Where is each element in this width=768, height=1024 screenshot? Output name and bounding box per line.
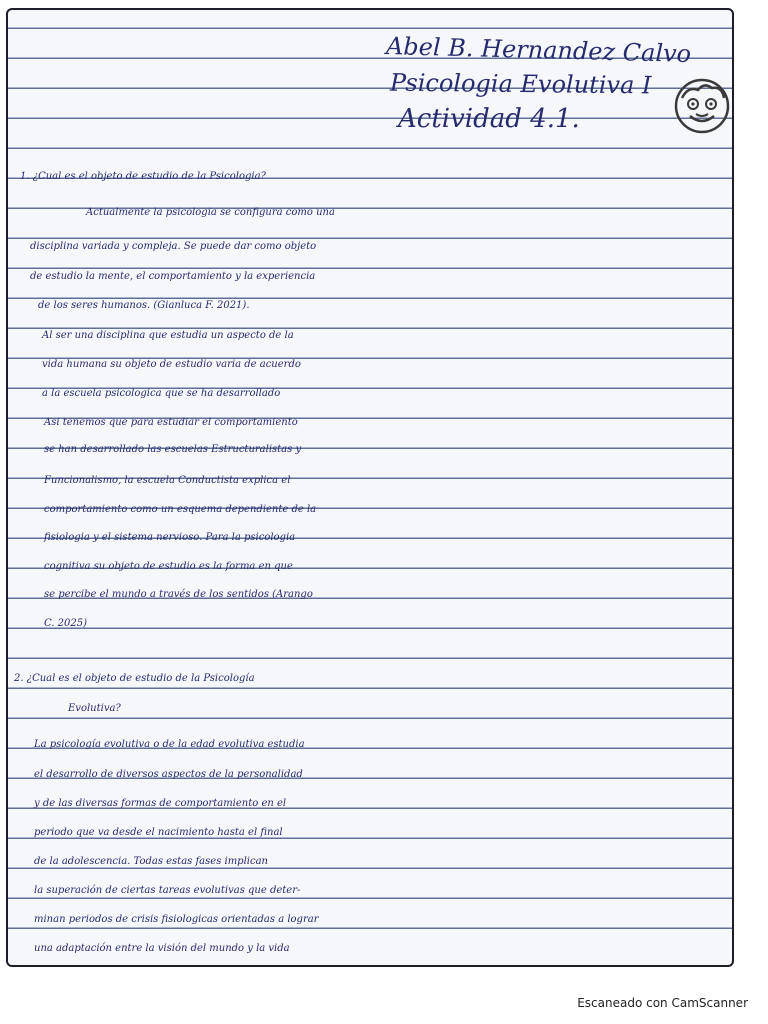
answer-1-line: fisiologia y el sistema nervioso. Para la psicologia xyxy=(44,532,296,543)
answer-2-line: el desarrollo de diversos aspectos de la personalidad xyxy=(34,769,303,780)
answer-2-line: 2. ¿Cual es el objeto de estudio de la Psicología xyxy=(14,673,255,684)
answer-2-line: La psicología evolutiva o de la edad evolutiva estudia xyxy=(34,739,305,750)
answer-1-line: C. 2025) xyxy=(44,618,88,629)
answer-1-line: disciplina variada y compleja. Se puede dar como objeto xyxy=(30,241,317,252)
answer-2-line: de la adolescencia. Todas estas fases implican xyxy=(34,856,268,867)
lined-notebook-sheet xyxy=(6,8,734,967)
answer-1-line: Funcionalismo, la escuela Conductista explica el xyxy=(44,475,291,486)
answer-1-line: se han desarrollado las escuelas Estructuralistas y xyxy=(44,444,302,455)
answer-1-line: se percibe el mundo a través de los sentidos (Arango xyxy=(44,589,313,600)
answer-2-line: una adaptación entre la visión del mundo y la vida xyxy=(34,943,290,954)
answer-2-line: periodo que va desde el nacimiento hasta el final xyxy=(34,827,283,838)
answer-2-line: minan periodos de crisis fisiologicas orientadas a lograr xyxy=(34,914,319,925)
author-name: Abel B. Hernandez Calvo xyxy=(385,32,692,68)
activity-title: Actividad 4.1. xyxy=(398,104,580,134)
answer-1-line: de los seres humanos. (Gianluca F. 2021). xyxy=(38,300,250,311)
answer-1-line: Al ser una disciplina que estudia un aspecto de la xyxy=(42,330,294,341)
answer-1-line: Actualmente la psicologia se configura como una xyxy=(86,207,335,218)
answer-1-line: cognitiva su objeto de estudio es la forma en que xyxy=(44,561,293,572)
answer-2-line: la superación de ciertas tareas evolutivas que deter- xyxy=(34,885,301,896)
answer-1-line: comportamiento como un esquema dependiente de la xyxy=(44,504,317,515)
answer-1-line: vida humana su objeto de estudio varia de acuerdo xyxy=(42,359,301,370)
answer-1-line: de estudio la mente, el comportamiento y la experiencia xyxy=(30,271,316,282)
course-name: Psicologia Evolutiva I xyxy=(389,68,652,100)
answer-2-line: Evolutiva? xyxy=(68,703,121,714)
answer-2-line: y de las diversas formas de comportamiento en el xyxy=(34,798,287,809)
answer-1-line: Asi tenemos que para estudiar el comportamiento xyxy=(44,417,298,428)
camscanner-mascot-logo xyxy=(668,76,734,136)
answer-1-line: 1. ¿Cual es el objeto de estudio de la Psicologia? xyxy=(20,171,266,182)
scanner-watermark: Escaneado con CamScanner xyxy=(577,996,748,1010)
answer-1-line: a la escuela psicologica que se ha desarrollado xyxy=(42,388,281,399)
